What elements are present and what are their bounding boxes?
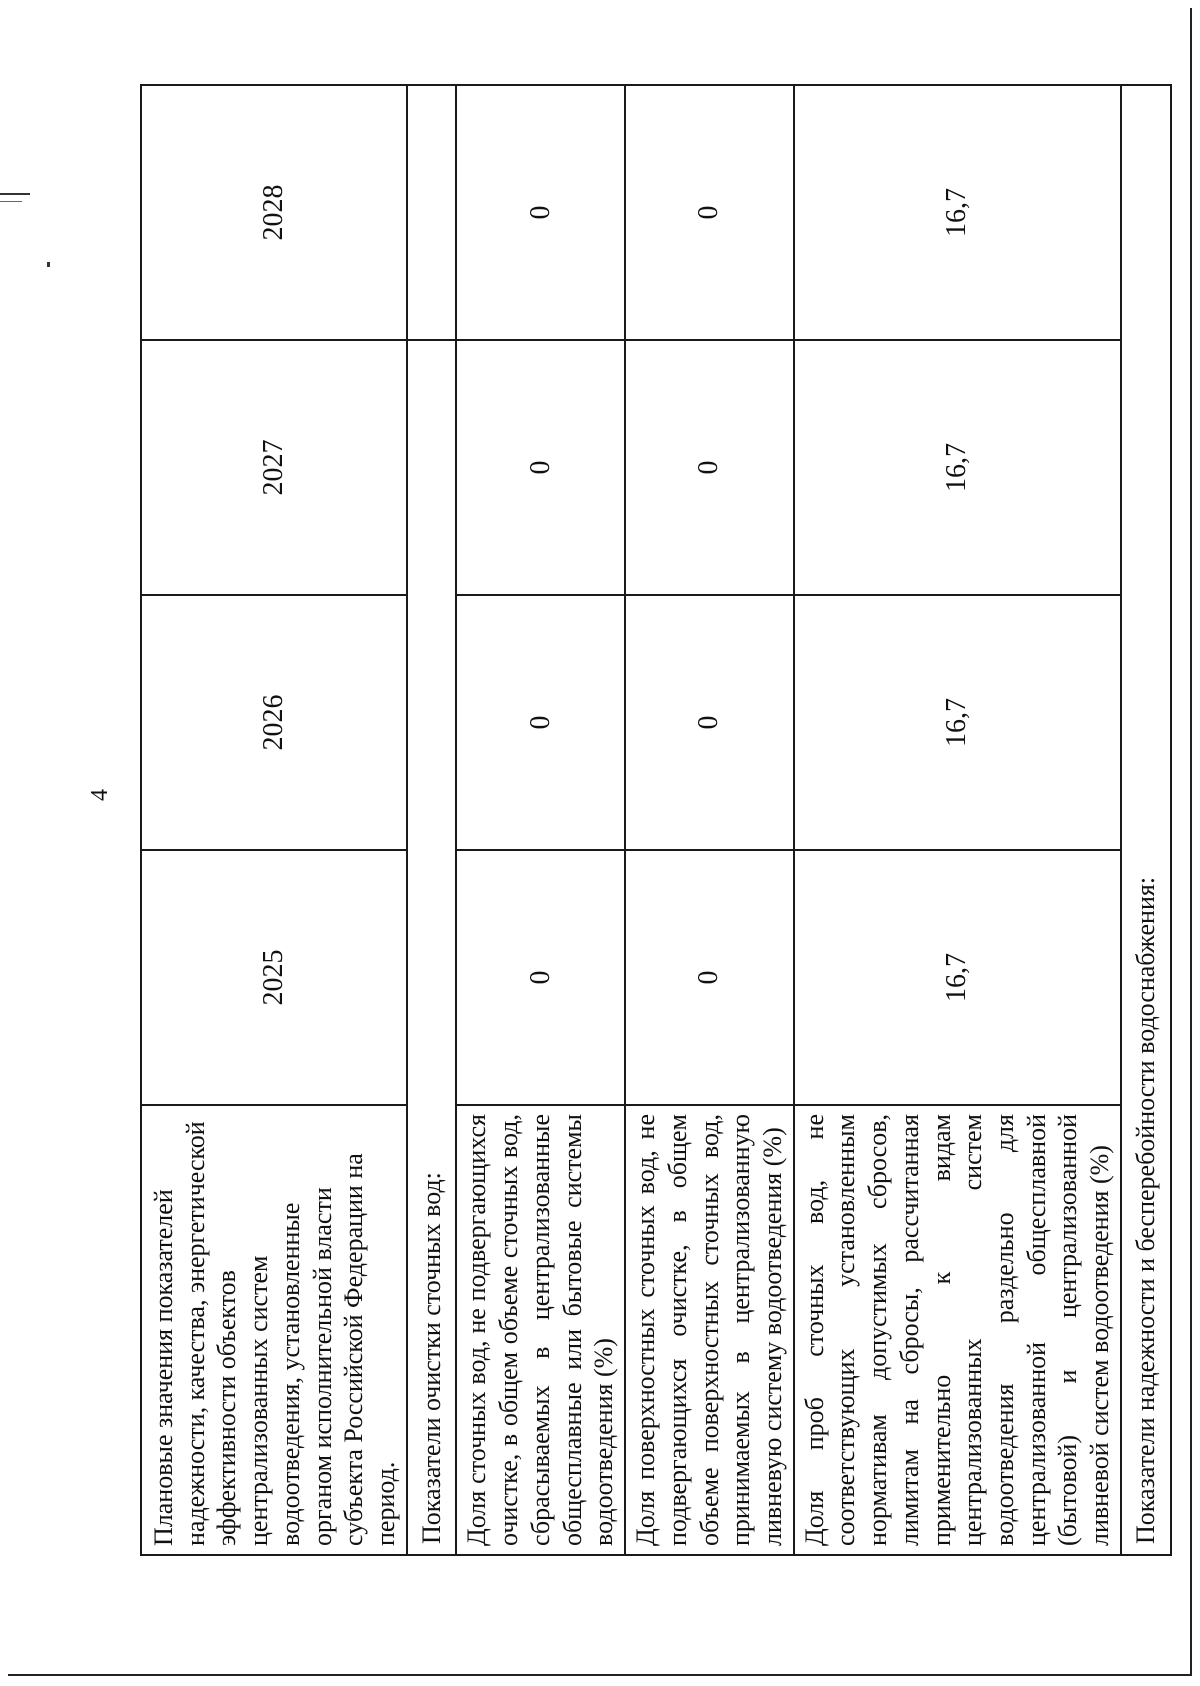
header-title-cell: Плановые значения показателей надежности, качества, энергетической эффективности объектов централизованных систем водоотведения, установленные органом исполнительной власти субъекта Российской Федерации на период. xyxy=(141,1105,407,1555)
scan-artifact xyxy=(47,262,50,267)
value-2027: 0 xyxy=(456,340,625,595)
empty-cell xyxy=(407,85,457,340)
table-row xyxy=(625,85,794,1555)
section-title-wastewater: Показатели очистки сточных вод: xyxy=(407,340,457,1555)
table-row xyxy=(456,85,625,1555)
value-2025: 16,7 xyxy=(794,850,1121,1105)
value-2026: 0 xyxy=(625,595,794,850)
indicator-label: Доля сточных вод, не подвергающихся очистке, в общем объеме сточных вод, сбрасываемых в централизованные общесплавные или бытовые системы водоотведения (%) xyxy=(456,1105,625,1555)
indicators-table xyxy=(140,84,1172,1556)
page-number: 4 xyxy=(87,789,113,801)
table-row xyxy=(794,85,1121,1555)
value-2026: 0 xyxy=(456,595,625,850)
value-2025: 0 xyxy=(456,850,625,1105)
value-2026: 16,7 xyxy=(794,595,1121,850)
value-2028: 0 xyxy=(625,85,794,340)
scan-artifact xyxy=(0,193,30,195)
section-row-wastewater xyxy=(407,85,457,1555)
year-header-2025: 2025 xyxy=(141,850,407,1105)
section-row-reliability xyxy=(1121,85,1171,1555)
value-2027: 0 xyxy=(625,340,794,595)
section-title-reliability: Показатели надежности и бесперебойности водоснабжения: xyxy=(1121,85,1171,1555)
indicator-label: Доля поверхностных сточных вод, не подвергающихся очистке, в общем объеме поверхностных сточных вод, принимаемых в централизованную ливневую систему водоотведения (%) xyxy=(625,1105,794,1555)
indicator-label: Доля проб сточных вод, не соответствующих установленным нормативам допустимых сбросов, лимитам на сбросы, рассчитанная применительно к видам централизованных систем водоотведения раздельно для централизованной общесплавной (бытовой) и централизованной ливневой систем водоотведения (%) xyxy=(794,1105,1121,1555)
year-header-2026: 2026 xyxy=(141,595,407,850)
year-header-2028: 2028 xyxy=(141,85,407,340)
table-header-row xyxy=(141,85,407,1555)
year-header-2027: 2027 xyxy=(141,340,407,595)
scan-artifact xyxy=(0,201,22,202)
value-2025: 0 xyxy=(625,850,794,1105)
value-2027: 16,7 xyxy=(794,340,1121,595)
value-2028: 0 xyxy=(456,85,625,340)
rotated-page-content xyxy=(87,86,1160,1556)
value-2028: 16,7 xyxy=(794,85,1121,340)
